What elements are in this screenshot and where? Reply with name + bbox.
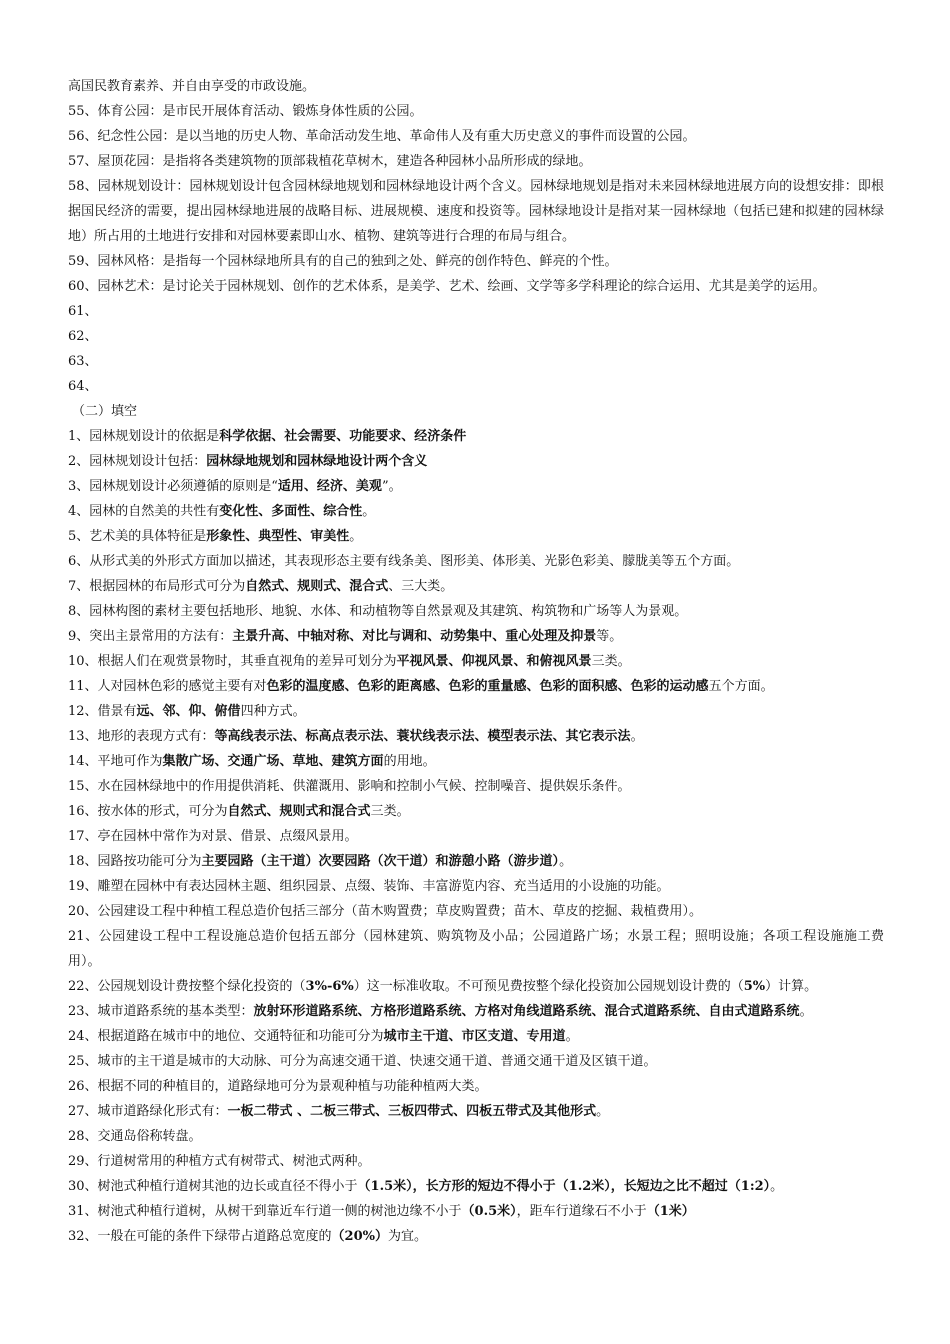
line-text: 四种方式。 <box>240 704 306 719</box>
text-line <box>68 674 884 699</box>
text-line <box>68 749 884 774</box>
line-text: 。 <box>565 1029 579 1044</box>
line-text: 29、行道树常用的种植方式有树带式、树池式两种。 <box>68 1154 371 1169</box>
line-text: 17、亭在园林中常作为对景、借景、点缀风景用。 <box>68 829 358 844</box>
line-text: 1、园林规划设计的依据是 <box>68 429 220 444</box>
section-heading <box>68 399 884 424</box>
line-text: 62、 <box>68 329 98 344</box>
line-text: 高国民教育素养、并自由享受的市政设施。 <box>68 79 316 94</box>
line-text: 三类。 <box>591 654 631 669</box>
bold-answer: 一板二带式 、二板三带式、三板四带式、四板五带式及其他形式 <box>227 1104 597 1119</box>
text-line <box>68 524 884 549</box>
text-line <box>68 99 884 124</box>
line-text: 12、借景有 <box>68 704 137 719</box>
text-line <box>68 899 884 924</box>
line-text: 10、根据人们在观赏景物时，其垂直视角的差异可划分为 <box>68 654 397 669</box>
line-text: 的用地。 <box>383 754 436 769</box>
bold-answer: （0.5米） <box>461 1204 517 1219</box>
text-line <box>68 274 884 299</box>
text-line <box>68 624 884 649</box>
text-line <box>68 1049 884 1074</box>
line-text: 31、树池式种植行道树，从树干到靠近车行道一侧的树池边缘不小于 <box>68 1204 462 1219</box>
text-line <box>68 774 884 799</box>
line-text: 14、平地可作为 <box>68 754 163 769</box>
line-text: 。 <box>559 854 573 869</box>
text-line <box>68 724 884 749</box>
line-text: 6、从形式美的外形式方面加以描述，其表现形态主要有线条美、图形美、体形美、光影色彩美、朦胧美等五个方面。 <box>68 554 740 569</box>
line-text: ）这一标准收取。不可预见费按整个绿化投资加公园规划设计费的（ <box>353 979 744 994</box>
bold-answer: 3%-6% <box>305 979 354 994</box>
text-line <box>68 849 884 874</box>
bold-answer: 主景升高、中轴对称、对比与调和、动势集中、重心处理及抑景 <box>232 629 597 644</box>
line-text: 23、城市道路系统的基本类型： <box>68 1004 254 1019</box>
text-line <box>68 824 884 849</box>
line-text: 30、树池式种植行道树其池的边长或直径不得小于 <box>68 1179 358 1194</box>
text-line <box>68 299 884 324</box>
text-line <box>68 1174 884 1199</box>
text-line <box>68 599 884 624</box>
bold-answer: 自然式、规则式、混合式 <box>245 579 389 594</box>
text-line <box>68 449 884 474</box>
text-line <box>68 324 884 349</box>
text-line <box>68 249 884 274</box>
line-text: 。 <box>770 1179 784 1194</box>
bold-answer: 城市主干道、市区支道、专用道 <box>383 1029 566 1044</box>
text-line <box>68 149 884 174</box>
bold-answer: 自然式、规则式和混合式 <box>227 804 371 819</box>
line-text: ）计算。 <box>765 979 818 994</box>
text-line <box>68 1074 884 1099</box>
line-text: 55、体育公园：是市民开展体育活动、锻炼身体性质的公园。 <box>68 104 423 119</box>
bold-answer: 色彩的温度感、色彩的距离感、色彩的重量感、色彩的面积感、色彩的运动感 <box>266 679 709 694</box>
line-text: 25、城市的主干道是城市的大动脉、可分为高速交通干道、快速交通干道、普通交通干道及区镇干道。 <box>68 1054 657 1069</box>
line-text: 22、公园规划设计费按整个绿化投资的（ <box>68 979 306 994</box>
line-text: 、三大类。 <box>388 579 454 594</box>
line-text: 7、根据园林的布局形式可分为 <box>68 579 246 594</box>
text-line <box>68 124 884 149</box>
line-text: 18、园路按功能可分为 <box>68 854 202 869</box>
line-text: 4、园林的自然美的共性有 <box>68 504 220 519</box>
line-text: 等。 <box>596 629 623 644</box>
line-text: 。 <box>596 1104 610 1119</box>
line-text: 2、园林规划设计包括： <box>68 454 207 469</box>
text-line <box>68 924 884 974</box>
text-line <box>68 649 884 674</box>
line-text: 3、园林规划设计必须遵循的原则是“ <box>68 479 278 494</box>
text-line <box>68 374 884 399</box>
text-line <box>68 1099 884 1124</box>
line-text: 63、 <box>68 354 98 369</box>
bold-answer: 科学依据、社会需要、功能要求、经济条件 <box>219 429 467 444</box>
line-text: 61、 <box>68 304 98 319</box>
line-text: 28、交通岛俗称转盘。 <box>68 1129 202 1144</box>
line-text: 。 <box>630 729 644 744</box>
bold-answer: 等高线表示法、标高点表示法、蓑状线表示法、模型表示法、其它表示法 <box>214 729 631 744</box>
line-text: 三类。 <box>370 804 410 819</box>
line-text: 58、园林规划设计：园林规划设计包含园林绿地规划和园林绿地设计两个含义。园林绿地规划是指对未来园林绿地进展方向的设想安排：即根据国民经济的需要，提出园林绿地进展的战略目标、进展规模、速度和投资等。园林绿地设计是指对某一园林绿地（包括已建和拟建的园林绿地）所占用的土地进行安排和对园林要素即山水、植物、建筑等进行合理的布局与组合。 <box>68 179 884 244</box>
line-text: ”。 <box>381 479 402 494</box>
line-text: 27、城市道路绿化形式有： <box>68 1104 228 1119</box>
bold-answer: 变化性、多面性、综合性 <box>219 504 363 519</box>
text-line <box>68 174 884 249</box>
line-text: 32、一般在可能的条件下绿带占道路总宽度的 <box>68 1229 332 1244</box>
text-line <box>68 874 884 899</box>
bold-answer: 5% <box>743 979 766 994</box>
line-text: 24、根据道路在城市中的地位、交通特征和功能可分为 <box>68 1029 384 1044</box>
text-line <box>68 1124 884 1149</box>
bold-answer: （1.5米），长方形的短边不得小于（1.2米），长短边之比不超过（1:2） <box>357 1179 771 1194</box>
line-text: 21、公园建设工程中工程设施总造价包括五部分（园林建筑、购筑物及小品；公园道路广场；水景工程；照明设施；各项工程设施施工费用）。 <box>68 929 884 969</box>
line-text: 5、艺术美的具体特征是 <box>68 529 207 544</box>
line-text: 11、人对园林色彩的感觉主要有对 <box>68 679 267 694</box>
bold-answer: （20%） <box>331 1229 388 1244</box>
bold-answer: 放射环形道路系统、方格形道路系统、方格对角线道路系统、混合式道路系统、自由式道路系统 <box>253 1004 800 1019</box>
line-text: 60、园林艺术：是讨论关于园林规划、创作的艺术体系，是美学、艺术、绘画、文学等多学科理论的综合运用、尤其是美学的运用。 <box>68 279 826 294</box>
bold-answer: 园林绿地规划和园林绿地设计两个含义 <box>206 454 428 469</box>
line-text: 。 <box>362 504 376 519</box>
line-text: 20、公园建设工程中种植工程总造价包括三部分（苗木购置费；草皮购置费；苗木、草皮的挖掘、栽植费用）。 <box>68 904 703 919</box>
bold-answer: 集散广场、交通广场、草地、建筑方面 <box>162 754 384 769</box>
bold-answer: （1米） <box>646 1204 695 1219</box>
text-line <box>68 349 884 374</box>
line-text: 9、突出主景常用的方法有： <box>68 629 233 644</box>
bold-answer: 平视风景、仰视风景、和俯视风景 <box>396 654 592 669</box>
line-text: 8、园林构图的素材主要包括地形、地貌、水体、和动植物等自然景观及其建筑、构筑物和广场等人为景观。 <box>68 604 688 619</box>
line-text: 。 <box>799 1004 813 1019</box>
line-text: （二）填空 <box>72 404 138 419</box>
line-text: 为宜。 <box>388 1229 428 1244</box>
text-line <box>68 799 884 824</box>
text-line <box>68 74 884 99</box>
text-line <box>68 549 884 574</box>
line-text: 五个方面。 <box>708 679 774 694</box>
line-text: 59、园林风格：是指每一个园林绿地所具有的自己的独到之处、鲜亮的创作特色、鲜亮的个性。 <box>68 254 618 269</box>
text-line <box>68 1024 884 1049</box>
text-line <box>68 1199 884 1224</box>
text-line <box>68 499 884 524</box>
bold-answer: 主要园路（主干道）次要园路（次干道）和游憩小路（游步道） <box>201 854 560 869</box>
line-text: 64、 <box>68 379 98 394</box>
line-text: 。 <box>349 529 363 544</box>
text-line <box>68 1149 884 1174</box>
line-text: 13、地形的表现方式有： <box>68 729 215 744</box>
line-text: 15、水在园林绿地中的作用提供消耗、供灌溉用、影响和控制小气候、控制噪音、提供娱乐条件。 <box>68 779 631 794</box>
text-line <box>68 974 884 999</box>
line-text: 26、根据不同的种植目的，道路绿地可分为景观种植与功能种植两大类。 <box>68 1079 488 1094</box>
line-text: 16、按水体的形式，可分为 <box>68 804 228 819</box>
text-line <box>68 999 884 1024</box>
bold-answer: 形象性、典型性、审美性 <box>206 529 350 544</box>
text-line <box>68 1224 884 1249</box>
line-text: 56、纪念性公园：是以当地的历史人物、革命活动发生地、革命伟人及有重大历史意义的事件而设置的公园。 <box>68 129 696 144</box>
line-text: 19、雕塑在园林中有表达园林主题、组织园景、点缀、装饰、丰富游览内容、充当适用的小设施的功能。 <box>68 879 670 894</box>
text-line <box>68 574 884 599</box>
text-line <box>68 424 884 449</box>
text-line <box>68 474 884 499</box>
line-text: ，距车行道缘石不小于 <box>516 1204 647 1219</box>
bold-answer: 适用、经济、美观 <box>277 479 382 494</box>
line-text: 57、屋顶花园：是指将各类建筑物的顶部栽植花草树木，建造各种园林小品所形成的绿地。 <box>68 154 592 169</box>
bold-answer: 远、邻、仰、俯借 <box>136 704 241 719</box>
text-line <box>68 699 884 724</box>
